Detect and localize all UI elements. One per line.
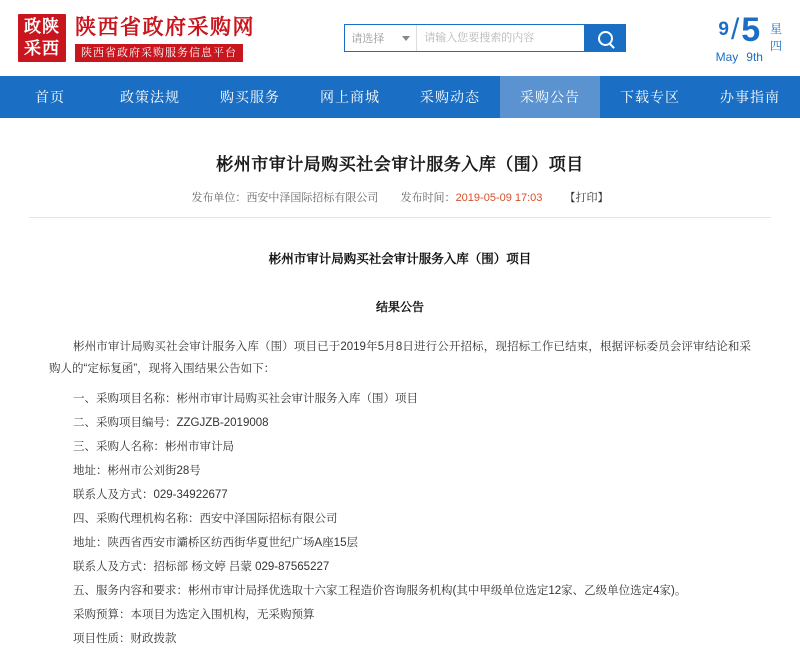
search-area bbox=[255, 24, 716, 52]
content-wrapper bbox=[0, 118, 800, 662]
logo-text bbox=[75, 15, 255, 62]
search-input[interactable] bbox=[417, 25, 584, 51]
logo-mark-line1: 政陕 bbox=[24, 17, 60, 36]
date-widget bbox=[715, 10, 782, 64]
document-body-subtitle: 结果公告 bbox=[375, 300, 424, 314]
date-weekday bbox=[770, 21, 782, 55]
paragraph-agency-contact: 联系人及方式：招标部 杨文婷 吕蒙 029-87565227 bbox=[73, 561, 330, 573]
date-sub bbox=[716, 50, 763, 64]
publisher-label: 发布单位： bbox=[191, 192, 247, 204]
nav-item-home[interactable]: 首页 bbox=[35, 89, 65, 105]
nav-item-policies[interactable]: 政策法规 bbox=[120, 89, 180, 105]
search-category-label: 请选择 bbox=[351, 33, 385, 45]
nav-item-online-mall[interactable]: 网上商城 bbox=[320, 89, 380, 105]
date-slash: / bbox=[730, 12, 740, 46]
nav-item-guide[interactable]: 办事指南 bbox=[720, 89, 780, 105]
paragraph-project-code: 二、采购项目编号：ZZGJZB-2019008 bbox=[73, 417, 269, 429]
logo-mark-line2: 采西 bbox=[24, 39, 60, 58]
paragraph-purchaser-contact: 联系人及方式：029-34922677 bbox=[73, 489, 228, 501]
paragraph-agency-name: 四、采购代理机构名称：西安中泽国际招标有限公司 bbox=[73, 513, 338, 525]
nav-item-procurement-announcement[interactable]: 采购公告 bbox=[500, 76, 600, 118]
nav-item-procurement-news[interactable]: 采购动态 bbox=[420, 89, 480, 105]
site-logo[interactable] bbox=[18, 14, 255, 62]
search-category-select[interactable] bbox=[345, 25, 417, 51]
search-button[interactable] bbox=[584, 24, 626, 52]
paragraph-service-content: 五、服务内容和要求：彬州市审计局择优选取十六家工程造价咨询服务机构(其中甲级单位选定12家、乙级单位选定4家)。 bbox=[73, 585, 687, 597]
site-title: 陕西省政府采购网 bbox=[75, 15, 255, 39]
search-box bbox=[344, 24, 626, 52]
page-title: 彬州市审计局购买社会审计服务入库（围）项目 bbox=[216, 155, 584, 174]
document-meta bbox=[15, 189, 785, 217]
nav-item-purchase-service[interactable]: 购买服务 bbox=[220, 89, 280, 105]
search-icon bbox=[598, 31, 613, 46]
main-nav bbox=[0, 76, 800, 118]
paragraph-project-nature: 项目性质：财政拨款 bbox=[73, 633, 177, 645]
paragraph-budget: 采购预算：本项目为选定入围机构，无采购预算 bbox=[73, 609, 315, 621]
publish-time-label: 发布时间： bbox=[400, 192, 456, 204]
date-day-small: 9 bbox=[718, 18, 729, 40]
document-body bbox=[15, 218, 785, 650]
date-left-column bbox=[715, 10, 763, 64]
date-month: May bbox=[715, 49, 739, 64]
paragraph-project-name: 一、采购项目名称：彬州市审计局购买社会审计服务入库（围）项目 bbox=[73, 393, 418, 405]
paragraph-purchaser-address: 地址：彬州市公刘街28号 bbox=[73, 465, 201, 477]
weekday-label-top: 星 bbox=[769, 22, 782, 36]
logo-mark-icon bbox=[18, 14, 66, 62]
date-day-ordinal: 9th bbox=[746, 49, 763, 64]
weekday-label-bottom: 四 bbox=[769, 39, 782, 53]
document-body-title: 彬州市审计局购买社会审计服务入库（围）项目 bbox=[268, 252, 532, 266]
date-main bbox=[718, 10, 761, 49]
paragraph-purchaser-name: 三、采购人名称：彬州市审计局 bbox=[73, 441, 234, 453]
paragraph-agency-address: 地址：陕西省西安市灞桥区纺西街华夏世纪广场A座15层 bbox=[73, 537, 358, 549]
nav-item-downloads[interactable]: 下载专区 bbox=[620, 89, 680, 105]
site-subtitle: 陕西省政府采购服务信息平台 bbox=[75, 44, 243, 62]
date-big: 5 bbox=[741, 10, 761, 49]
chevron-down-icon bbox=[402, 36, 410, 41]
document-card bbox=[15, 130, 785, 662]
print-button[interactable]: 【打印】 bbox=[564, 192, 609, 204]
paragraph-intro: 彬州市审计局购买社会审计服务入库（围）项目已于2019年5月8日进行公开招标，现招标工作已结束，根据评标委员会评审结论和采购人的“定标复函”，现将入围结果公告如下： bbox=[49, 341, 751, 375]
publish-time-value: 2019-05-09 17:03 bbox=[455, 192, 543, 204]
site-header bbox=[0, 0, 800, 76]
publisher-value: 西安中泽国际招标有限公司 bbox=[246, 192, 379, 204]
